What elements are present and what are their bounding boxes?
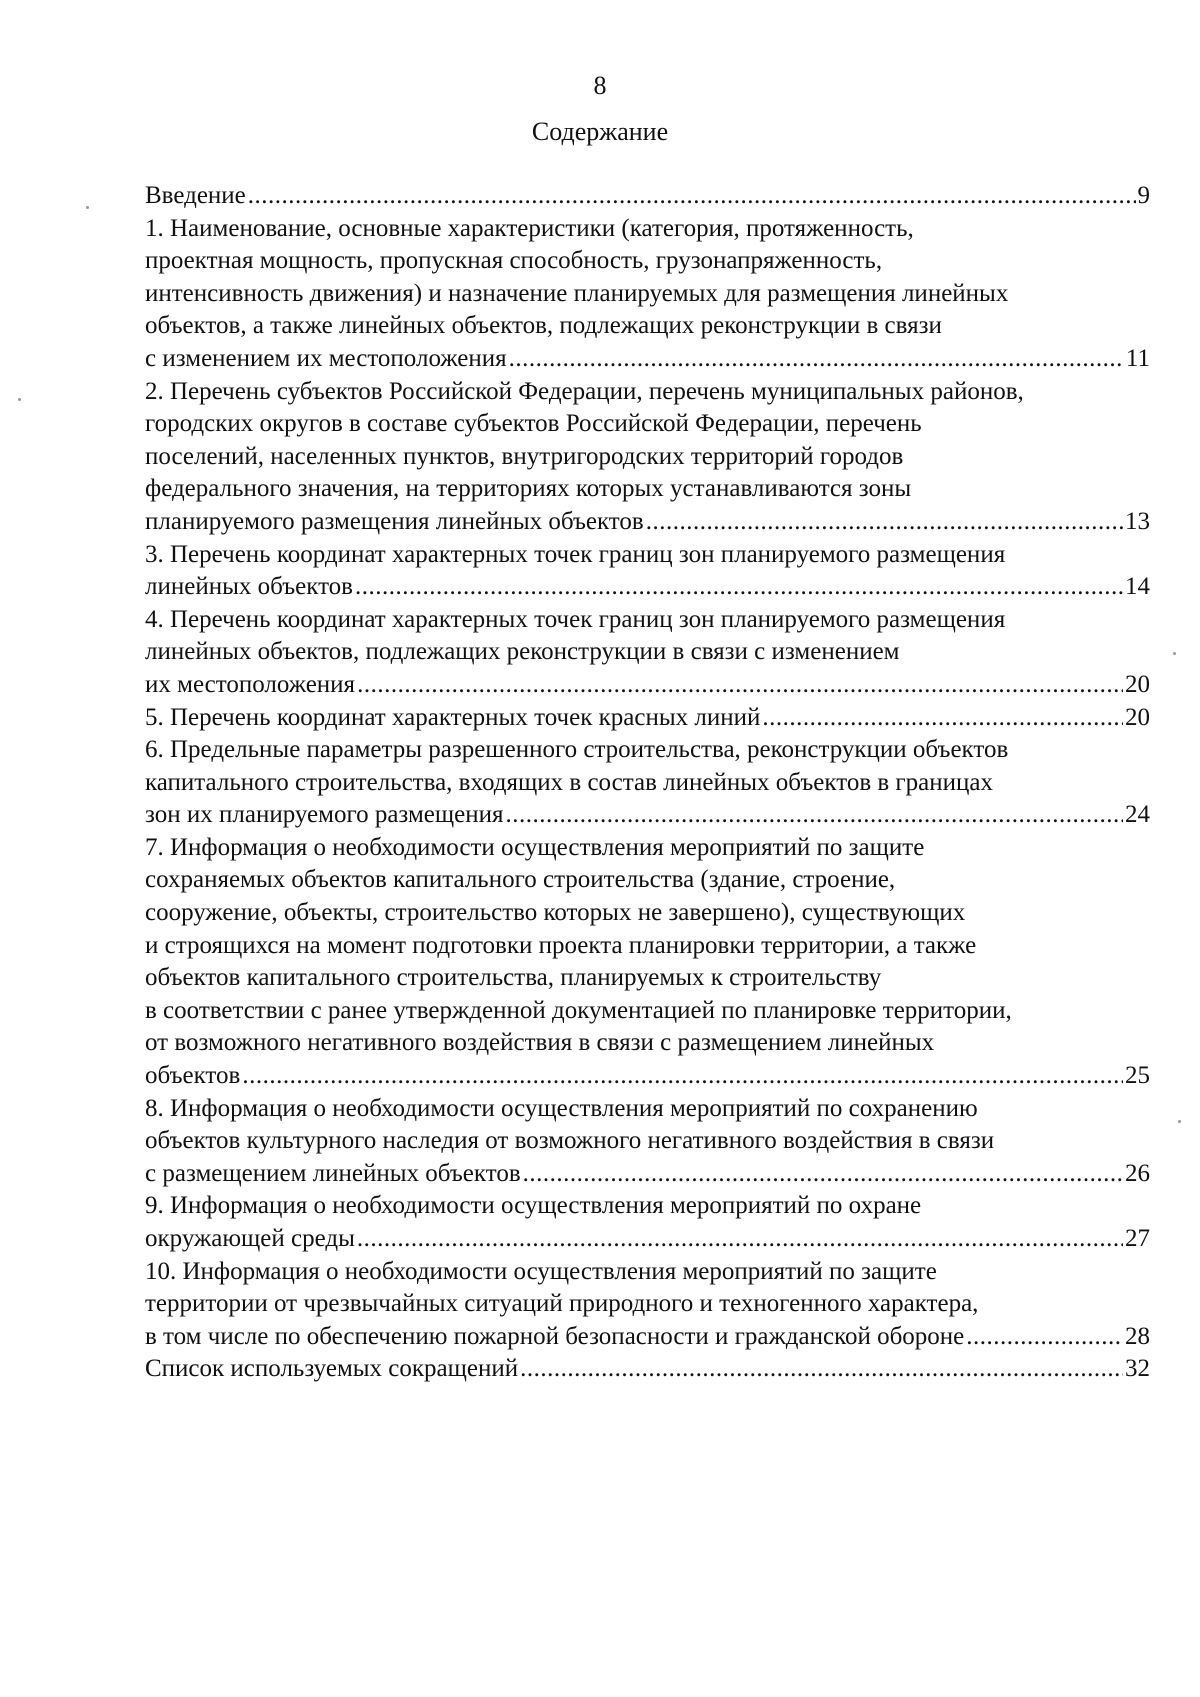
toc-entry[interactable] <box>145 702 1150 735</box>
scan-speck <box>1173 652 1176 655</box>
toc-entry-last-line <box>145 343 1150 376</box>
toc-entry-label: окружающей среды <box>145 1225 355 1252</box>
toc-page-number: 20 <box>1125 670 1150 698</box>
scan-speck <box>18 398 21 401</box>
page-title: Содержание <box>531 117 669 146</box>
toc-page-number: 11 <box>1125 344 1150 372</box>
toc-entry-last-line <box>145 799 1150 832</box>
toc-entry-last-line <box>145 1060 1150 1093</box>
toc-page-number: 9 <box>1137 182 1150 209</box>
toc-dot-leader <box>357 669 1123 702</box>
toc-entry-label: их местоположения <box>145 670 356 698</box>
toc-entry-last-line <box>145 702 1150 735</box>
toc-entry-label: зон их планируемого размещения <box>145 801 504 829</box>
toc-entry-label: Список используемых сокращений <box>145 1355 519 1383</box>
toc-entry-label: объектов <box>145 1062 241 1090</box>
toc-entry-line: объектов, а также линейных объектов, подлежащих реконструкции в связи <box>145 312 942 340</box>
toc-entry-line: проектная мощность, пропускная способность, грузонапряженность, <box>145 247 883 275</box>
toc-entry-label: 5. Перечень координат характерных точек красных линий <box>145 703 761 731</box>
toc-entry[interactable] <box>145 1256 1150 1354</box>
toc-dot-leader <box>505 799 1123 832</box>
toc-entry-line: территории от чрезвычайных ситуаций природного и техногенного характера, <box>145 1290 979 1318</box>
toc-entry-line: объектов капитального строительства, планируемых к строительству <box>145 964 882 992</box>
toc-entry-label: в том числе по обеспечению пожарной безопасности и гражданской обороне <box>145 1322 965 1350</box>
toc-entry-line: 1. Наименование, основные характеристики (категория, протяженность, <box>145 214 914 242</box>
toc-dot-leader <box>357 1223 1123 1256</box>
toc-entry-line: сооружение, объекты, строительство которых не завершено), существующих <box>145 899 966 927</box>
toc-entry-line: объектов культурного наследия от возможного негативного воздействия в связи <box>145 1127 995 1155</box>
toc-entry[interactable] <box>145 213 1150 376</box>
toc-entry[interactable] <box>145 1353 1150 1386</box>
toc-entry-last-line <box>145 1158 1150 1191</box>
table-of-contents <box>145 180 1150 1386</box>
toc-entry-label: с размещением линейных объектов <box>145 1159 521 1187</box>
toc-entry-line: городских округов в составе субъектов Российской Федерации, перечень <box>145 410 922 438</box>
toc-entry[interactable] <box>145 376 1150 539</box>
toc-dot-leader <box>520 1353 1123 1386</box>
toc-entry-label: Введение <box>145 182 246 209</box>
toc-dot-leader <box>355 571 1123 604</box>
toc-dot-leader <box>646 506 1123 539</box>
toc-page-number: 20 <box>1125 703 1150 731</box>
toc-entry-line: интенсивность движения) и назначение планируемых для размещения линейных <box>145 279 1009 307</box>
toc-page-number: 26 <box>1125 1159 1150 1187</box>
scan-speck <box>86 206 89 209</box>
toc-entry-label: линейных объектов <box>145 573 353 601</box>
toc-entry-line: 10. Информация о необходимости осуществления мероприятий по защите <box>145 1257 937 1285</box>
toc-entry[interactable] <box>145 604 1150 702</box>
toc-entry-last-line <box>145 1353 1150 1386</box>
toc-page-number: 14 <box>1125 573 1150 601</box>
toc-dot-leader <box>966 1321 1123 1354</box>
toc-entry-line: от возможного негативного воздействия в связи с размещением линейных <box>145 1029 935 1057</box>
toc-entry[interactable] <box>145 1190 1150 1255</box>
toc-entry-line: капитального строительства, входящих в состав линейных объектов в границах <box>145 768 994 796</box>
toc-entry-label: с изменением их местоположения <box>145 344 507 372</box>
toc-entry-line: 9. Информация о необходимости осуществления мероприятий по охране <box>145 1192 922 1220</box>
toc-dot-leader <box>523 1158 1123 1191</box>
toc-entry[interactable] <box>145 539 1150 604</box>
toc-dot-leader <box>248 180 1136 213</box>
toc-entry-line: линейных объектов, подлежащих реконструкции в связи с изменением <box>145 638 900 666</box>
toc-entry-line: в соответствии с ранее утвержденной документацией по планировке территории, <box>145 996 1012 1024</box>
toc-entry[interactable] <box>145 180 1150 213</box>
toc-entry-line: 2. Перечень субъектов Российской Федерации, перечень муниципальных районов, <box>145 377 1024 405</box>
toc-page-number: 32 <box>1125 1355 1150 1383</box>
toc-page-number: 27 <box>1125 1225 1150 1252</box>
toc-entry[interactable] <box>145 734 1150 832</box>
toc-page-number: 28 <box>1125 1322 1150 1350</box>
toc-page-number: 25 <box>1125 1062 1150 1090</box>
toc-page-number: 24 <box>1125 801 1150 829</box>
toc-entry-line: 6. Предельные параметры разрешенного строительства, реконструкции объектов <box>145 736 1009 764</box>
toc-entry-last-line <box>145 506 1150 539</box>
toc-entry-line: сохраняемых объектов капитального строительства (здание, строение, <box>145 866 896 894</box>
toc-dot-leader <box>762 702 1123 735</box>
scan-speck <box>1178 1120 1181 1123</box>
toc-entry-last-line <box>145 180 1150 213</box>
toc-entry-last-line <box>145 669 1150 702</box>
toc-entry-last-line <box>145 571 1150 604</box>
toc-dot-leader <box>242 1060 1123 1093</box>
toc-dot-leader <box>509 343 1124 376</box>
toc-entry[interactable] <box>145 1093 1150 1191</box>
toc-entry-line: 7. Информация о необходимости осуществления мероприятий по защите <box>145 833 925 861</box>
toc-entry-line: и строящихся на момент подготовки проекта планировки территории, а также <box>145 931 977 959</box>
toc-entry-line: 3. Перечень координат характерных точек границ зон планируемого размещения <box>145 540 1006 568</box>
toc-entry-label: планируемого размещения линейных объектов <box>145 507 644 535</box>
toc-entry-line: федерального значения, на территориях которых устанавливаются зоны <box>145 475 912 503</box>
toc-entry-line: поселений, населенных пунктов, внутригородских территорий городов <box>145 442 904 470</box>
page-number: 8 <box>593 71 607 100</box>
toc-page-number: 13 <box>1125 507 1150 535</box>
toc-entry-last-line <box>145 1223 1150 1256</box>
toc-entry[interactable] <box>145 832 1150 1093</box>
toc-entry-line: 8. Информация о необходимости осуществления мероприятий по сохранению <box>145 1094 978 1122</box>
toc-entry-line: 4. Перечень координат характерных точек границ зон планируемого размещения <box>145 605 1006 633</box>
toc-entry-last-line <box>145 1321 1150 1354</box>
